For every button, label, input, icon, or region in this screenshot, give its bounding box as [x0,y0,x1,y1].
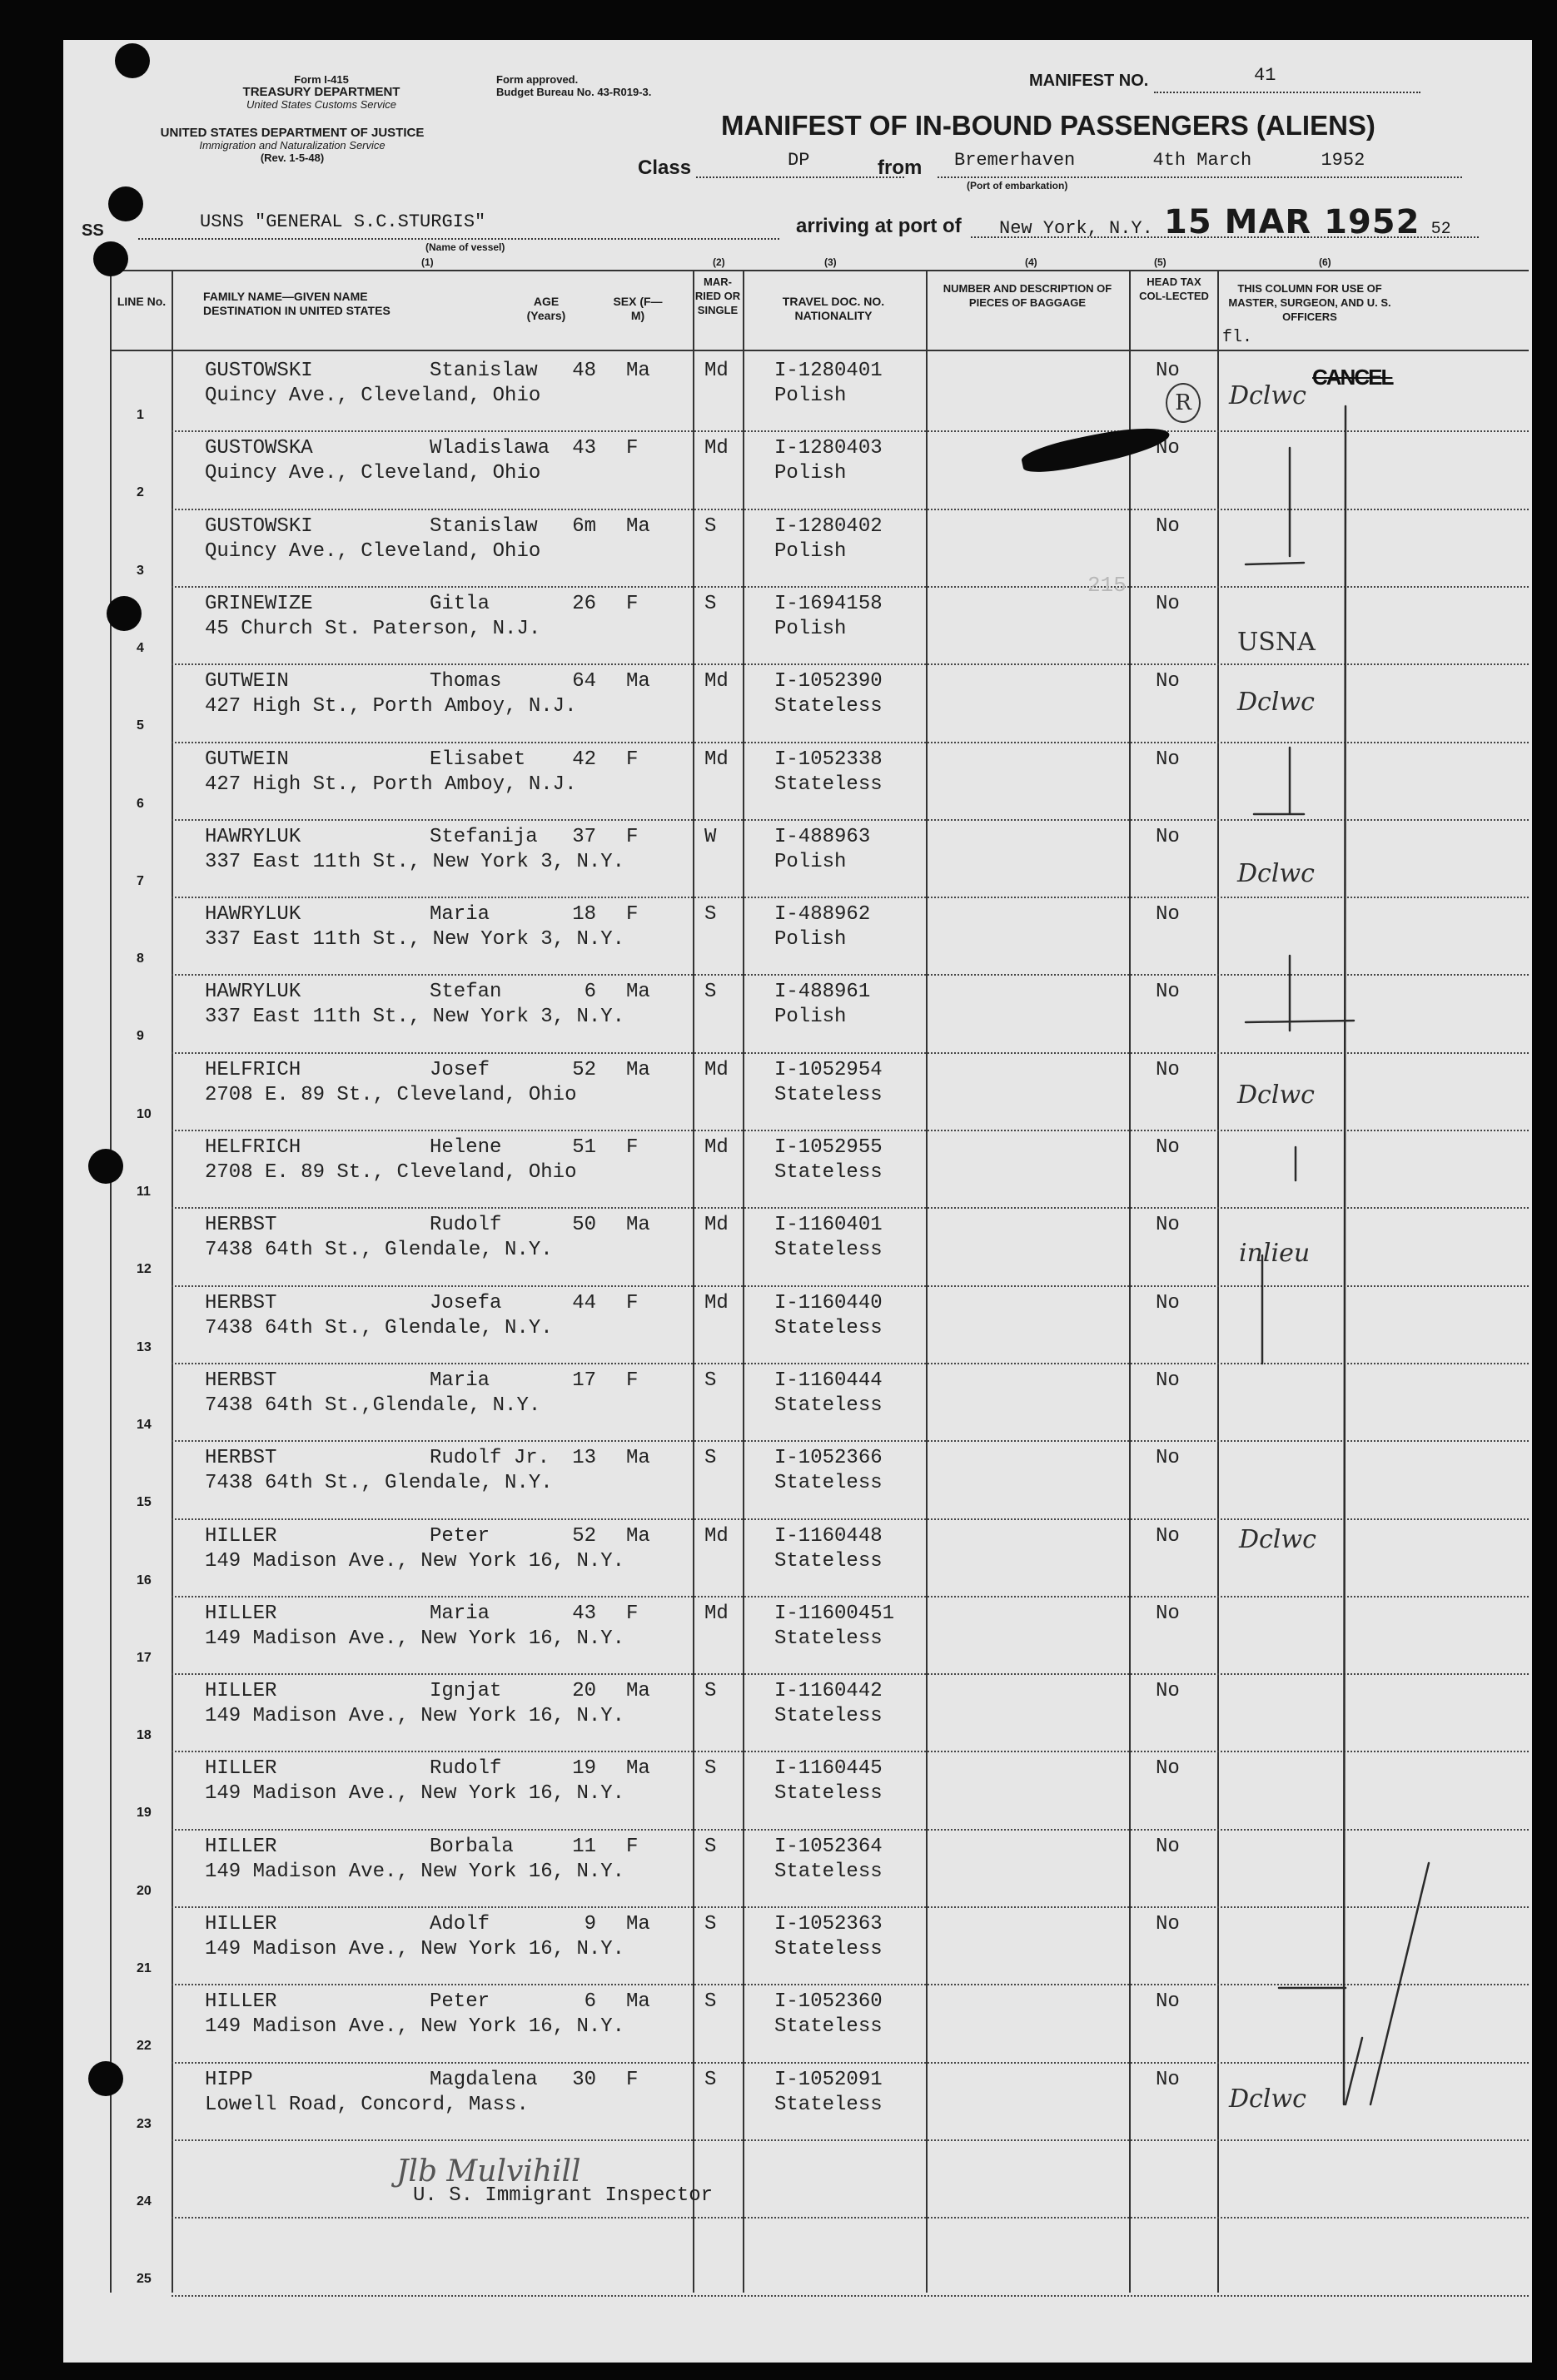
destination: 427 High St., Porth Amboy, N.J. [205,773,577,796]
sex: Ma [626,1913,650,1935]
destination: 149 Madison Ave., New York 16, N.Y. [205,1549,625,1573]
binder-hole [88,1149,123,1184]
travel-doc-no: I-1052364 [774,1835,883,1858]
given-name: Josefa [430,1291,502,1314]
marital-status: Md [704,748,729,771]
given-name: Stanislaw [430,514,538,538]
dclwc-note-1: Dclwc [1229,381,1306,410]
circled-r-mark: R [1166,383,1201,423]
marital-status: Md [704,1602,729,1625]
age: 19 [572,1757,596,1781]
sex: F [626,748,639,771]
travel-doc-no: I-1160440 [774,1291,883,1314]
family-name: HILLER [205,1680,277,1703]
head-tax: No [1156,592,1180,615]
family-name: HILLER [205,1990,277,2014]
given-name: Stanislaw [430,360,538,382]
given-name: Borbala [430,1835,514,1858]
travel-doc-no: I-1160445 [774,1757,883,1781]
destination: 149 Madison Ave., New York 16, N.Y. [205,1627,625,1650]
dclwc-note-5: Dclwc [1239,1525,1316,1554]
head-tax: No [1156,1136,1180,1159]
family-name: GUTWEIN [205,670,289,693]
line-number: 21 [137,1961,152,1975]
destination: 7438 64th St., Glendale, N.Y. [205,1316,553,1339]
from-label: from [878,157,923,179]
age: 20 [572,1680,596,1703]
given-name: Elisabet [430,748,526,771]
travel-doc-no: I-1280403 [774,437,883,460]
marital-status: Md [704,1136,729,1159]
form-revision: (Rev. 1-5-48) [260,152,325,164]
col-header-headtax: HEAD TAX COL-LECTED [1139,276,1209,302]
travel-doc-no: I-1280402 [774,514,883,538]
given-name: Ignjat [430,1680,502,1703]
destination: 149 Madison Ave., New York 16, N.Y. [205,2015,625,2039]
sex: F [626,592,639,615]
head-tax: No [1156,1990,1180,2014]
sex: F [626,1136,639,1159]
line-number: 24 [137,2194,152,2209]
given-name: Rudolf [430,1757,502,1781]
age: 30 [572,2068,596,2091]
nationality: Stateless [774,1472,883,1495]
head-tax: No [1156,1835,1180,1858]
age: 64 [572,670,596,693]
col-header-age: AGE (Years) [526,295,566,322]
marital-status: Md [704,1058,729,1081]
age: 42 [572,748,596,771]
col-number-6: (6) [1319,256,1331,268]
family-name: HILLER [205,1602,277,1625]
arrival-port: New York, N.Y. [999,218,1153,239]
sex: Ma [626,1058,650,1081]
head-tax: No [1156,1291,1180,1314]
family-name: HILLER [205,1524,277,1548]
head-tax: No [1156,748,1180,771]
destination: 337 East 11th St., New York 3, N.Y. [205,850,625,873]
form-number: Form I-415 [294,73,349,86]
manifest-page [63,40,1532,2363]
line-number: 9 [137,1029,144,1044]
nationality: Stateless [774,1394,883,1417]
manifest-no-value: 41 [1254,65,1276,86]
sex: F [626,1369,639,1392]
age: 26 [572,592,596,615]
line-number: 6 [137,796,144,811]
travel-doc-no: I-1052360 [774,1990,883,2014]
marital-status: S [704,981,717,1004]
nationality: Polish [774,1006,847,1029]
destination: 7438 64th St.,Glendale, N.Y. [205,1394,541,1417]
nationality: Polish [774,928,847,952]
nationality: Stateless [774,2093,883,2116]
nationality: Polish [774,850,847,873]
travel-doc-no: I-1160448 [774,1524,883,1548]
family-name: HAWRYLUK [205,825,301,848]
arriving-label: arriving at port of [796,215,962,237]
col-header-married: MAR-RIED OR SINGLE [694,276,741,316]
age: 44 [572,1291,596,1314]
family-name: GUSTOWSKA [205,437,313,460]
col-number-2: (2) [713,256,725,268]
inspector-title: U. S. Immigrant Inspector [413,2184,714,2207]
sex: Ma [626,514,650,538]
marital-status: W [704,825,717,848]
line-number: 17 [137,1650,152,1665]
line-number: 22 [137,2039,152,2054]
line-number: 13 [137,1339,152,1354]
age: 43 [572,1602,596,1625]
family-name: GRINEWIZE [205,592,313,615]
age: 18 [572,903,596,927]
age: 9 [584,1913,596,1935]
head-tax: No [1156,670,1180,693]
age: 13 [572,1447,596,1470]
head-tax: No [1156,1680,1180,1703]
family-name: HELFRICH [205,1058,301,1081]
col-header-line: LINE No. [117,295,167,308]
family-name: HERBST [205,1291,277,1314]
travel-doc-no: I-1052091 [774,2068,883,2091]
given-name: Maria [430,903,490,927]
nationality: Stateless [774,773,883,796]
sex: F [626,1835,639,1858]
manifest-no-label: MANIFEST NO. [1029,72,1149,90]
travel-doc-no: I-1052954 [774,1058,883,1081]
marital-status: S [704,1680,717,1703]
family-name: HILLER [205,1913,277,1935]
inlieu-note: inlieu [1239,1239,1311,1268]
head-tax: No [1156,1369,1180,1392]
line-number: 18 [137,1728,152,1743]
travel-doc-no: I-1052338 [774,748,883,771]
ins-service: Immigration and Naturalization Service [199,139,386,152]
destination: 149 Madison Ave., New York 16, N.Y. [205,1860,625,1883]
nationality: Stateless [774,2015,883,2039]
family-name: HIPP [205,2068,253,2091]
head-tax: No [1156,514,1180,538]
pencil-marks [63,40,1532,2363]
destination: 45 Church St. Paterson, N.J. [205,617,541,640]
col-header-destination: DESTINATION IN UNITED STATES [203,304,390,317]
line-number: 11 [137,1185,151,1199]
age: 6m [572,514,596,538]
family-name: HILLER [205,1835,277,1858]
col-header-sex: SEX (F—M) [613,295,663,322]
line-number: 5 [137,718,144,733]
marital-status: S [704,514,717,538]
dclwc-note-4: Dclwc [1237,1081,1315,1110]
marital-status: S [704,1369,717,1392]
destination: 2708 E. 89 St., Cleveland, Ohio [205,1161,577,1184]
vessel-name: USNS "GENERAL S.C.STURGIS" [200,211,486,232]
travel-doc-no: I-1052363 [774,1913,883,1935]
marital-status: Md [704,437,729,460]
travel-doc-no: I-1160401 [774,1214,883,1237]
destination: 337 East 11th St., New York 3, N.Y. [205,928,625,952]
age: 51 [572,1136,596,1159]
travel-doc-no: I-1160444 [774,1369,883,1392]
nationality: Polish [774,539,847,563]
given-name: Adolf [430,1913,490,1935]
age: 50 [572,1214,596,1237]
cancel-stamp: CANCEL [1312,365,1393,390]
travel-doc-no: I-1694158 [774,592,883,615]
dclwc-note-2: Dclwc [1237,688,1315,717]
nationality: Polish [774,617,847,640]
marital-status: Md [704,670,729,693]
class-value: DP [788,150,810,171]
nationality: Polish [774,462,847,485]
customs-service: United States Customs Service [246,98,396,111]
marital-status: Md [704,1214,729,1237]
arrival-date-stamp: 15 MAR 1952 [1164,203,1420,241]
class-label: Class [638,157,692,179]
col-header-doc: TRAVEL DOC. NO. NATIONALITY [782,295,885,322]
travel-doc-no: I-1160442 [774,1680,883,1703]
ghost-mark: 215 [1087,573,1127,598]
line-number: 10 [137,1106,152,1121]
sex: Ma [626,360,650,382]
marital-status: Md [704,1524,729,1548]
destination: 149 Madison Ave., New York 16, N.Y. [205,1782,625,1806]
sex: F [626,437,639,460]
col-number-3: (3) [824,256,837,268]
given-name: Peter [430,1524,490,1548]
destination: Lowell Road, Concord, Mass. [205,2093,529,2116]
travel-doc-no: I-1052390 [774,670,883,693]
given-name: Wladislawa [430,437,550,460]
nationality: Stateless [774,1316,883,1339]
embark-port: Bremerhaven [954,150,1076,171]
nationality: Stateless [774,1782,883,1806]
nationality: Stateless [774,695,883,718]
line-number: 16 [137,1573,152,1587]
given-name: Gitla [430,592,490,615]
nationality: Stateless [774,1938,883,1960]
embark-date: 4th March [1152,150,1252,171]
marital-status: S [704,2068,717,2091]
head-tax: No [1156,1524,1180,1548]
given-name: Maria [430,1602,490,1625]
age: 6 [584,1990,596,2014]
budget-bureau: Budget Bureau No. 43-R019-3. [496,86,652,98]
family-name: HAWRYLUK [205,981,301,1004]
given-name: Magdalena [430,2068,538,2091]
head-tax: No [1156,1214,1180,1237]
travel-doc-no: I-488963 [774,825,871,848]
family-name: HILLER [205,1757,277,1781]
destination: 2708 E. 89 St., Cleveland, Ohio [205,1083,577,1106]
line-number: 7 [137,873,144,888]
given-name: Josef [430,1058,490,1081]
travel-doc-no: I-488962 [774,903,871,927]
col-header-officers: THIS COLUMN FOR USE OF MASTER, SURGEON, AND U. S. OFFICERS [1228,282,1391,323]
justice-dept: UNITED STATES DEPARTMENT OF JUSTICE [160,126,425,140]
nationality: Polish [774,385,847,407]
marital-status: Md [704,360,729,382]
destination: 337 East 11th St., New York 3, N.Y. [205,1006,625,1029]
destination: Quincy Ave., Cleveland, Ohio [205,462,541,485]
line-number: 23 [137,2116,152,2131]
family-name: GUTWEIN [205,748,289,771]
head-tax: No [1156,1913,1180,1935]
sex: F [626,825,639,848]
head-tax: No [1156,1602,1180,1625]
binder-hole [88,2061,123,2096]
family-name: GUSTOWSKI [205,360,313,382]
line-number: 25 [137,2272,152,2287]
age: 52 [572,1058,596,1081]
head-tax: No [1156,2068,1180,2091]
sex: Ma [626,1680,650,1703]
nationality: Stateless [774,1083,883,1106]
family-name: HAWRYLUK [205,903,301,927]
sex: Ma [626,981,650,1004]
sex: Ma [626,670,650,693]
marital-status: S [704,1447,717,1470]
col-header-baggage: NUMBER AND DESCRIPTION OF PIECES OF BAGGAGE [943,282,1112,309]
travel-doc-no: I-11600451 [774,1602,895,1625]
marital-status: S [704,1835,717,1858]
destination: Quincy Ave., Cleveland, Ohio [205,539,541,563]
destination: 149 Madison Ave., New York 16, N.Y. [205,1705,625,1728]
marital-status: Md [704,1291,729,1314]
given-name: Peter [430,1990,490,2014]
sex: F [626,903,639,927]
embark-year: 52 [1342,150,1365,171]
given-name: Helene [430,1136,502,1159]
given-name: Rudolf [430,1214,502,1237]
approval-text: Form approved. [496,73,579,86]
nationality: Stateless [774,1239,883,1262]
given-name: Stefan [430,981,502,1004]
travel-doc-no: I-488961 [774,981,871,1004]
nationality: Stateless [774,1627,883,1650]
head-tax: No [1156,1058,1180,1081]
line-number: 4 [137,640,144,655]
ss-label: SS [82,221,104,240]
sex: Ma [626,1524,650,1548]
nationality: Stateless [774,1860,883,1883]
travel-doc-no: I-1052366 [774,1447,883,1470]
nationality: Stateless [774,1705,883,1728]
given-name: Rudolf Jr. [430,1447,550,1470]
given-name: Stefanija [430,825,538,848]
sex: Ma [626,1447,650,1470]
age: 48 [572,360,596,382]
family-name: HERBST [205,1214,277,1237]
head-tax: No [1156,981,1180,1004]
line-number: 20 [137,1883,152,1898]
head-tax: No [1156,903,1180,927]
embark-caption: (Port of embarkation) [967,180,1068,191]
treasury-dept: TREASURY DEPARTMENT [242,85,400,99]
arrival-year-suffix: 52 [1430,220,1451,239]
line-number: 15 [137,1495,152,1510]
marital-status: S [704,592,717,615]
sex: Ma [626,1990,650,2014]
sex: Ma [626,1757,650,1781]
col-number-1: (1) [421,256,434,268]
col-number-5: (5) [1154,256,1167,268]
line-number: 3 [137,563,144,578]
sex: F [626,2068,639,2091]
marital-status: S [704,1913,717,1935]
head-tax: No [1156,437,1180,460]
age: 6 [584,981,596,1004]
dclwc-note-6: Dclwc [1229,2084,1306,2114]
line-number: 12 [137,1262,152,1277]
age: 52 [572,1524,596,1548]
page-title: MANIFEST OF IN-BOUND PASSENGERS (ALIENS) [721,110,1375,141]
dclwc-note-3: Dclwc [1237,859,1315,888]
marital-status: S [704,1757,717,1781]
head-tax: No [1156,360,1180,382]
binder-hole [115,43,150,78]
family-name: HERBST [205,1447,277,1470]
age: 37 [572,825,596,848]
family-name: HELFRICH [205,1136,301,1159]
marital-status: S [704,1990,717,2014]
head-tax: No [1156,825,1180,848]
sex: F [626,1291,639,1314]
family-name: HERBST [205,1369,277,1392]
marital-status: S [704,903,717,927]
age: 43 [572,437,596,460]
age: 11 [572,1835,596,1858]
embark-year-prefix: 19 [1321,150,1343,171]
travel-doc-no: I-1280401 [774,360,883,382]
officer-note: fl. [1222,328,1253,347]
travel-doc-no: I-1052955 [774,1136,883,1159]
nationality: Stateless [774,1161,883,1184]
destination: 149 Madison Ave., New York 16, N.Y. [205,1938,625,1960]
col-header-name-text: FAMILY NAME—GIVEN NAME [203,290,368,303]
given-name: Thomas [430,670,502,693]
sex: Ma [626,1214,650,1237]
nationality: Stateless [774,1549,883,1573]
destination: 427 High St., Porth Amboy, N.J. [205,695,577,718]
binder-hole [108,186,143,221]
line-number: 19 [137,1806,152,1821]
line-number: 2 [137,485,144,500]
head-tax: No [1156,1447,1180,1470]
destination: 7438 64th St., Glendale, N.Y. [205,1239,553,1262]
line-number: 14 [137,1417,152,1432]
line-number: 1 [137,408,144,422]
binder-hole [107,596,142,631]
sex: F [626,1602,639,1625]
line-number: 8 [137,952,144,966]
vessel-caption: (Name of vessel) [425,241,505,253]
destination: 7438 64th St., Glendale, N.Y. [205,1472,553,1495]
inspector-signature: Jlb Mulvihill [396,2154,581,2189]
col-number-4: (4) [1025,256,1037,268]
age: 17 [572,1369,596,1392]
given-name: Maria [430,1369,490,1392]
family-name: GUSTOWSKI [205,514,313,538]
head-tax: No [1156,1757,1180,1781]
binder-hole [93,241,128,276]
usna-note: USNA [1237,628,1316,657]
destination: Quincy Ave., Cleveland, Ohio [205,385,541,407]
